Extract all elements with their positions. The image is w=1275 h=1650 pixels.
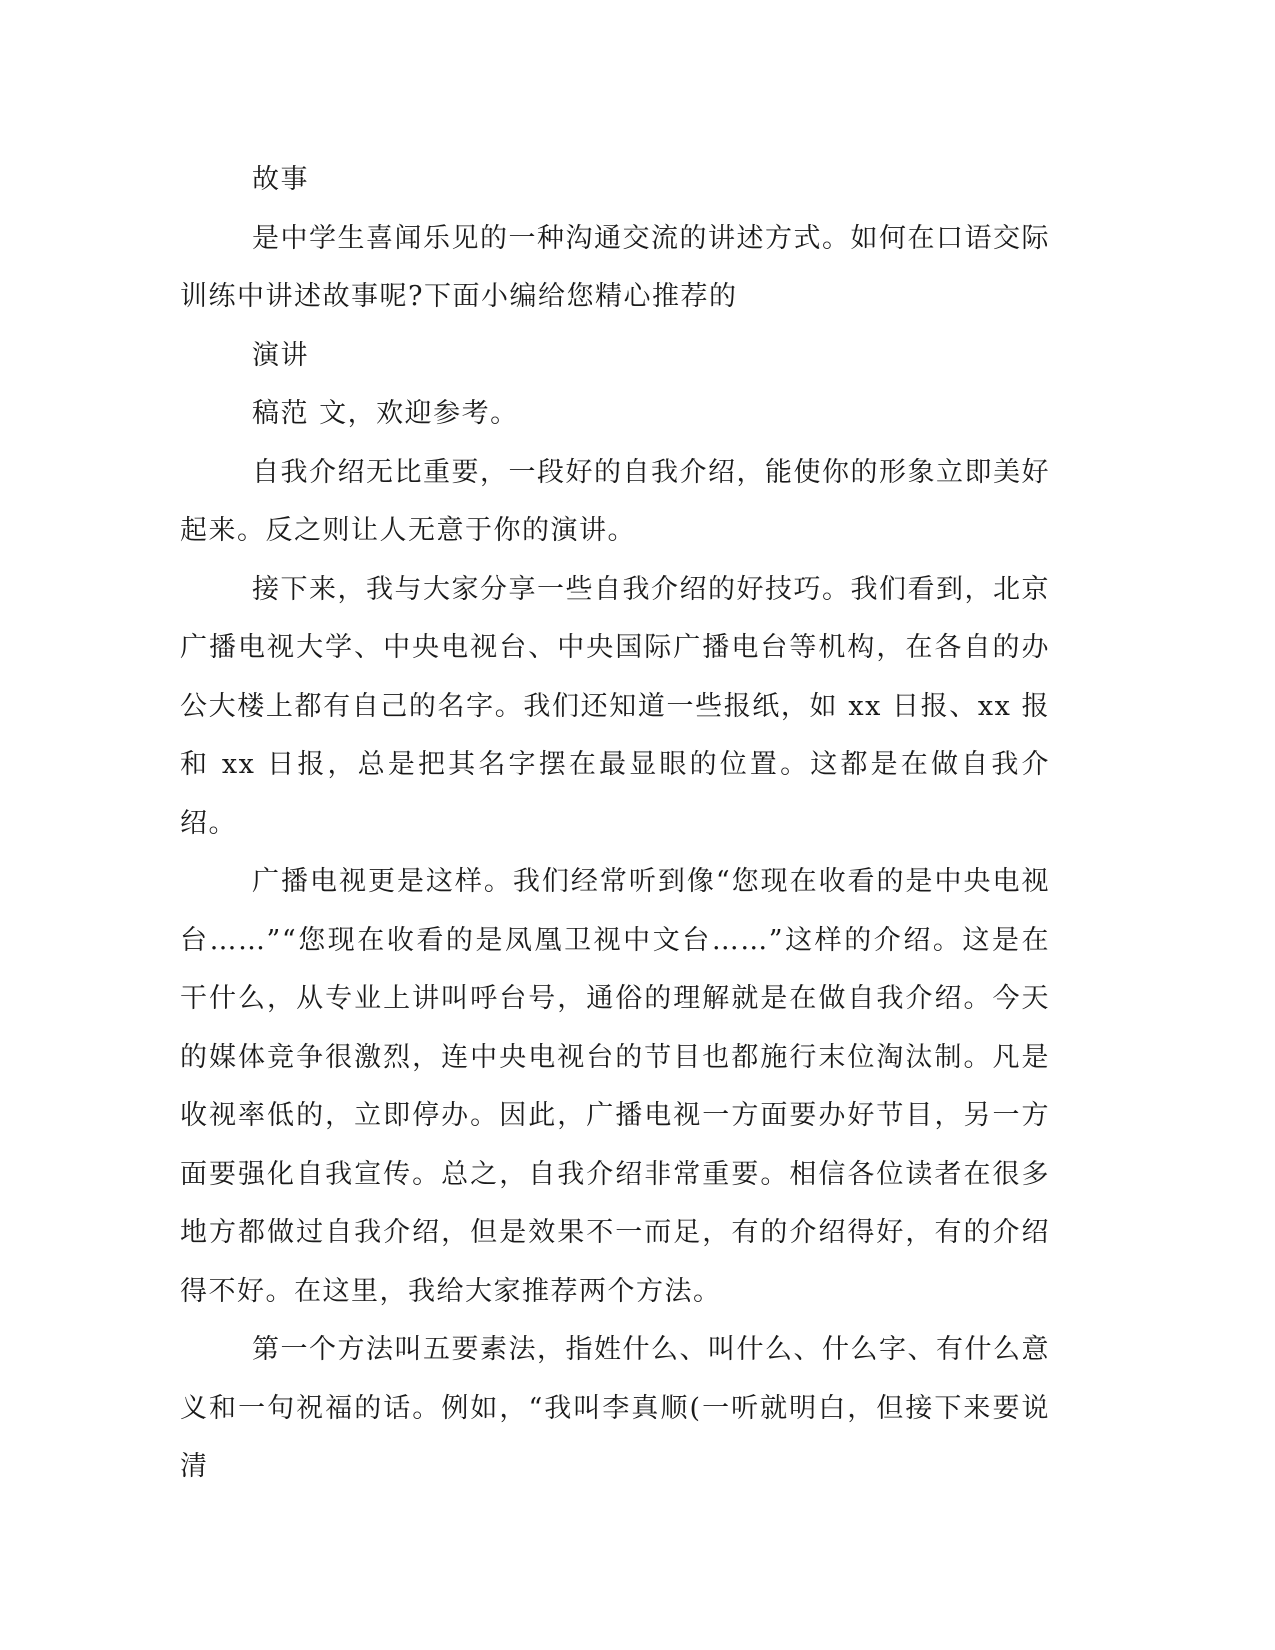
paragraph-intro: 是中学生喜闻乐见的一种沟通交流的讲述方式。如何在口语交际训练中讲述故事呢?下面小编给您精心推荐的 (180, 222, 1050, 312)
paragraph-first-method: 第一个方法叫五要素法，指姓什么、叫什么、什么字、有什么意义和一句祝福的话。例如，“我叫李真顺(一听就明白，但接下来要说清 (180, 1334, 1050, 1482)
paragraph-tips: 接下来，我与大家分享一些自我介绍的好技巧。我们看到，北京广播电视大学、中央电视台、中央国际广播电台等机构，在各自的办公大楼上都有自己的名字。我们还知道一些报纸，如 xx 日报、xx 报和 xx 日报，总是把其名字摆在最显眼的位置。这都是在做自我介绍。 (180, 573, 1050, 839)
paragraph-importance: 自我介绍无比重要，一段好的自我介绍，能使你的形象立即美好起来。反之则让人无意于你的演讲。 (180, 456, 1050, 546)
document-body (180, 151, 1050, 1497)
paragraph-heading-speech: 演讲 (252, 339, 309, 371)
paragraph-welcome: 稿范 文，欢迎参考。 (252, 398, 519, 429)
paragraph-broadcast: 广播电视更是这样。我们经常听到像“您现在收看的是中央电视台……”“您现在收看的是凤凰卫视中文台……”这样的介绍。这是在干什么，从专业上讲叫呼台号，通俗的理解就是在做自我介绍。今天的媒体竞争很激烈，连中央电视台的节目也都施行末位淘汰制。凡是收视率低的，立即停办。因此，广播电视一方面要办好节目，另一方面要强化自我宣传。总之，自我介绍非常重要。相信各位读者在很多地方都做过自我介绍，但是效果不一而足，有的介绍得好，有的介绍得不好。在这里，我给大家推荐两个方法。 (180, 866, 1050, 1307)
paragraph-heading-story: 故事 (252, 164, 309, 195)
